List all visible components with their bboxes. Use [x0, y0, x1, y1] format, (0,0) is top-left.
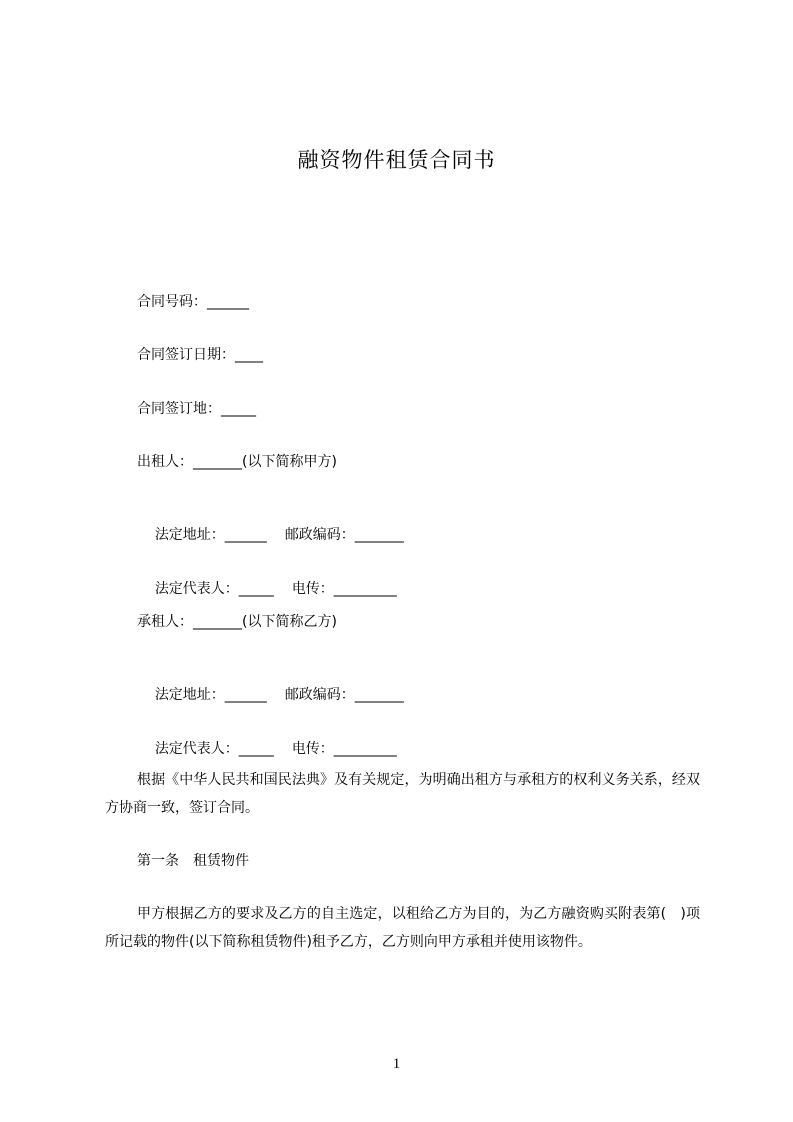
lessor-contact-row: [137, 505, 404, 565]
article-1-heading: 第一条 租赁物件: [137, 853, 249, 869]
sign-date-field: 合同签订日期：____: [137, 347, 263, 363]
lessee-rep-field: 法定代表人：_____: [154, 741, 274, 757]
preamble-paragraph: 根据《中华人民共和国民法典》及有关规定，为明确出租方与承租方的权利义务关系，经双方协商一致，签订合同。: [105, 772, 700, 816]
lessee-postcode-field: 邮政编码：_______: [284, 687, 404, 703]
page-number: 1: [392, 1056, 401, 1072]
lessor-fax-field: 电传：_________: [291, 581, 397, 597]
lessor-rep-row: [137, 559, 397, 619]
document-title: 融资物件租赁合同书: [297, 148, 496, 172]
contract-number-field: 合同号码：______: [137, 294, 249, 310]
lessee-field: 承租人：_______(以下简称乙方): [137, 614, 337, 630]
lessee-contact-row: [137, 665, 404, 725]
sign-place-field: 合同签订地：_____: [137, 401, 256, 417]
lessor-address-field: 法定地址：______: [154, 527, 267, 543]
lessor-rep-field: 法定代表人：_____: [154, 581, 274, 597]
lessor-postcode-field: 邮政编码：_______: [284, 527, 404, 543]
lessee-fax-field: 电传：_________: [291, 741, 397, 757]
lessee-address-field: 法定地址：______: [154, 687, 267, 703]
article-1-body: 甲方根据乙方的要求及乙方的自主选定，以租给乙方为目的，为乙方融资购买附表第( )项所记载的物件(以下简称租赁物件)租予乙方，乙方则向甲方承租并使用该物件。: [105, 906, 700, 950]
lessor-field: 出租人：_______(以下简称甲方): [137, 454, 337, 470]
